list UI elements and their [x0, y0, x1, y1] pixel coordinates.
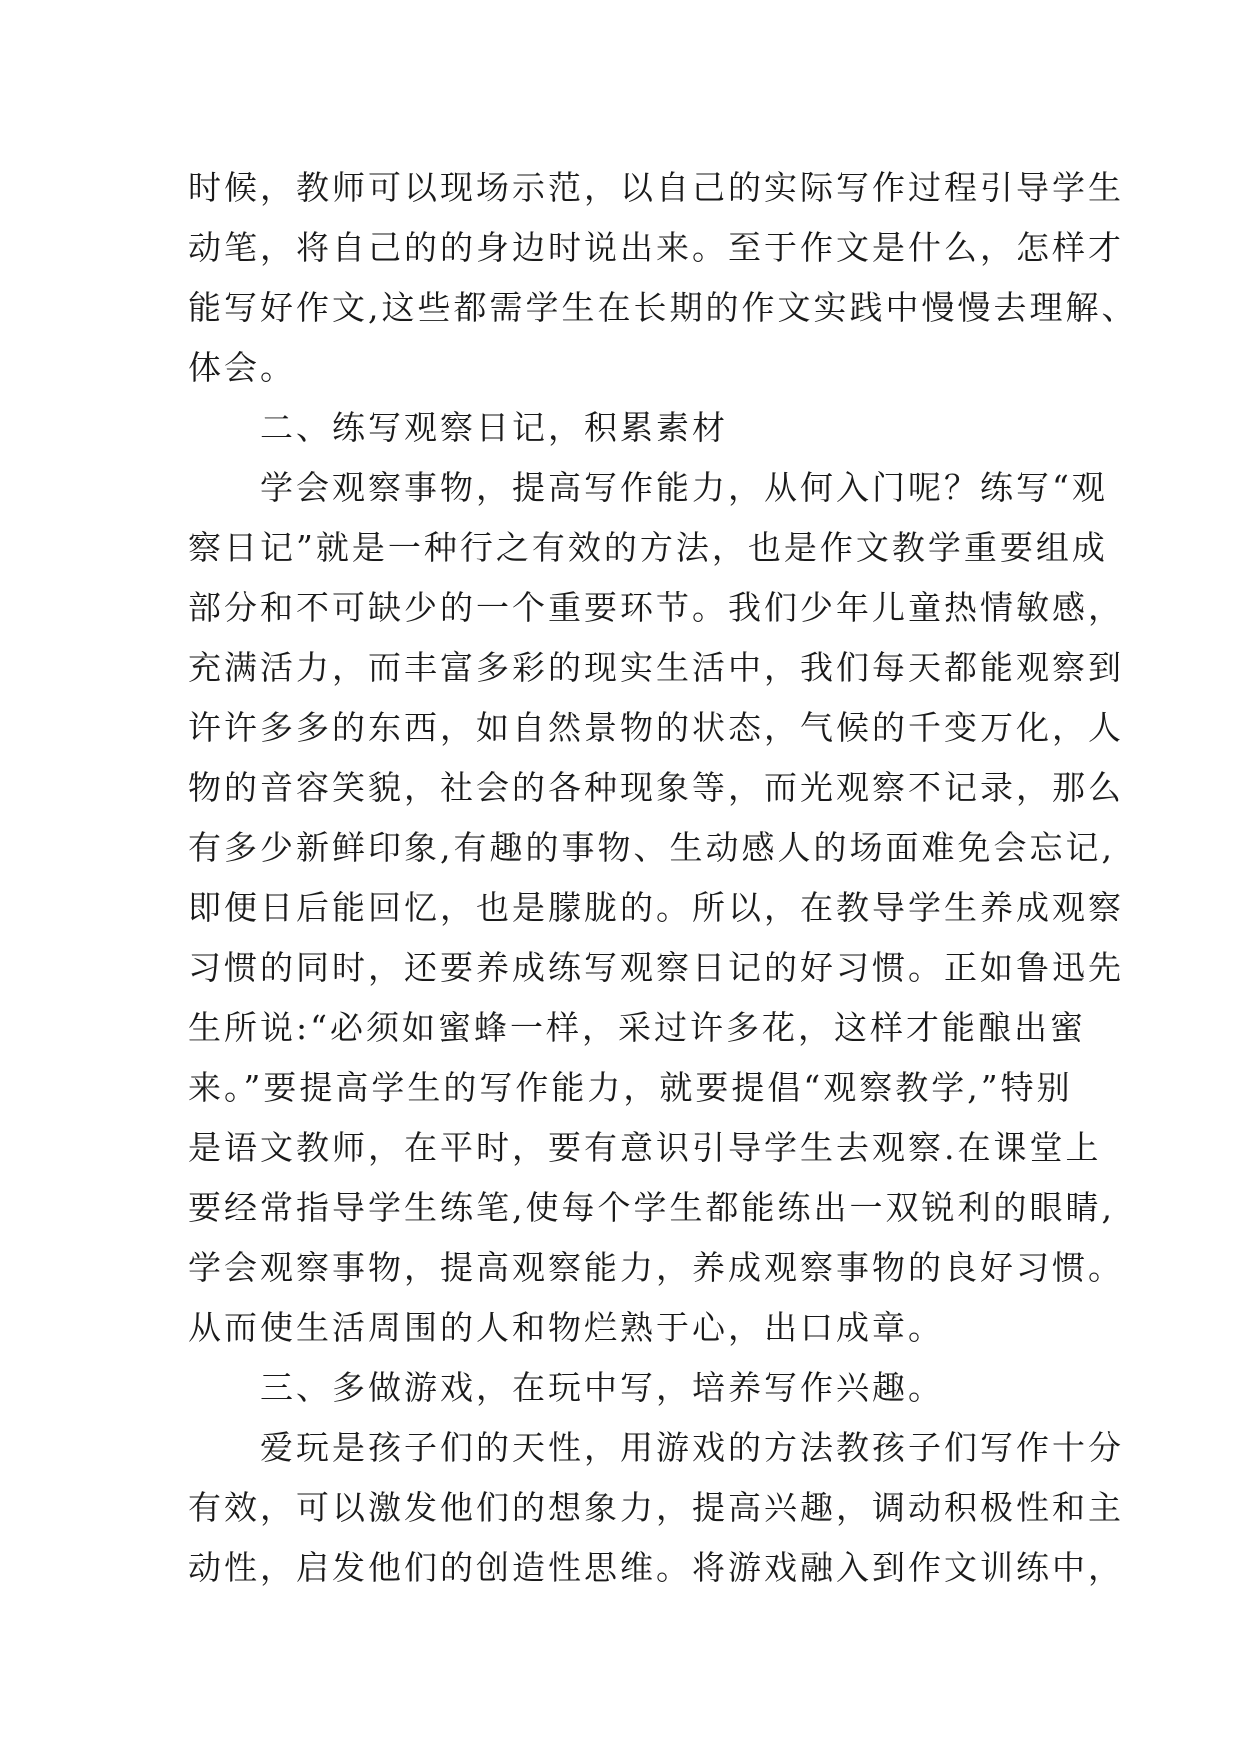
text-line: 生所说:“必须如蜜蜂一样，采过许多花，这样才能酿出蜜 — [188, 1008, 1086, 1047]
text-line: 部分和不可缺少的一个重要环节。我们少年儿童热情敏感， — [188, 588, 1124, 627]
text-line: 时候，教师可以现场示范，以自己的实际写作过程引导学生 — [188, 168, 1124, 207]
text-line: 有效，可以激发他们的想象力，提高兴趣，调动积极性和主 — [188, 1488, 1124, 1527]
section-heading: 二、练写观察日记，积累素材 — [188, 408, 728, 447]
text-line: 是语文教师，在平时，要有意识引导学生去观察.在课堂上 — [188, 1128, 1102, 1167]
text-line: 从而使生活周围的人和物烂熟于心，出口成章。 — [188, 1308, 944, 1347]
text-line: 能写好作文,这些都需学生在长期的作文实践中慢慢去理解、 — [188, 288, 1138, 327]
text-line: 来。”要提高学生的写作能力，就要提倡“观察教学,”特别 — [188, 1068, 1073, 1107]
text-line: 动笔，将自己的的身边时说出来。至于作文是什么，怎样才 — [188, 228, 1124, 267]
text-line: 许许多多的东西，如自然景物的状态，气候的千变万化，人 — [188, 708, 1124, 747]
text-line: 即便日后能回忆，也是朦胧的。所以，在教导学生养成观察 — [188, 888, 1124, 927]
text-line: 充满活力，而丰富多彩的现实生活中，我们每天都能观察到 — [188, 648, 1124, 687]
text-line: 要经常指导学生练笔,使每个学生都能练出一双锐利的眼睛, — [188, 1188, 1115, 1227]
text-line: 有多少新鲜印象,有趣的事物、生动感人的场面难免会忘记, — [188, 828, 1115, 867]
document-body — [188, 158, 1138, 1598]
text-line: 学会观察事物，提高观察能力，养成观察事物的良好习惯。 — [188, 1248, 1124, 1287]
text-line: 习惯的同时，还要养成练写观察日记的好习惯。正如鲁迅先 — [188, 948, 1124, 987]
text-line: 爱玩是孩子们的天性，用游戏的方法教孩子们写作十分 — [188, 1428, 1124, 1467]
text-line: 学会观察事物，提高写作能力，从何入门呢？练写“观 — [188, 468, 1108, 507]
section-heading: 三、多做游戏，在玩中写，培养写作兴趣。 — [188, 1368, 944, 1407]
text-line: 察日记”就是一种行之有效的方法，也是作文教学重要组成 — [188, 528, 1108, 567]
text-line: 物的音容笑貌，社会的各种现象等，而光观察不记录，那么 — [188, 768, 1124, 807]
text-line: 体会。 — [188, 348, 296, 387]
text-line: 动性，启发他们的创造性思维。将游戏融入到作文训练中， — [188, 1548, 1124, 1587]
